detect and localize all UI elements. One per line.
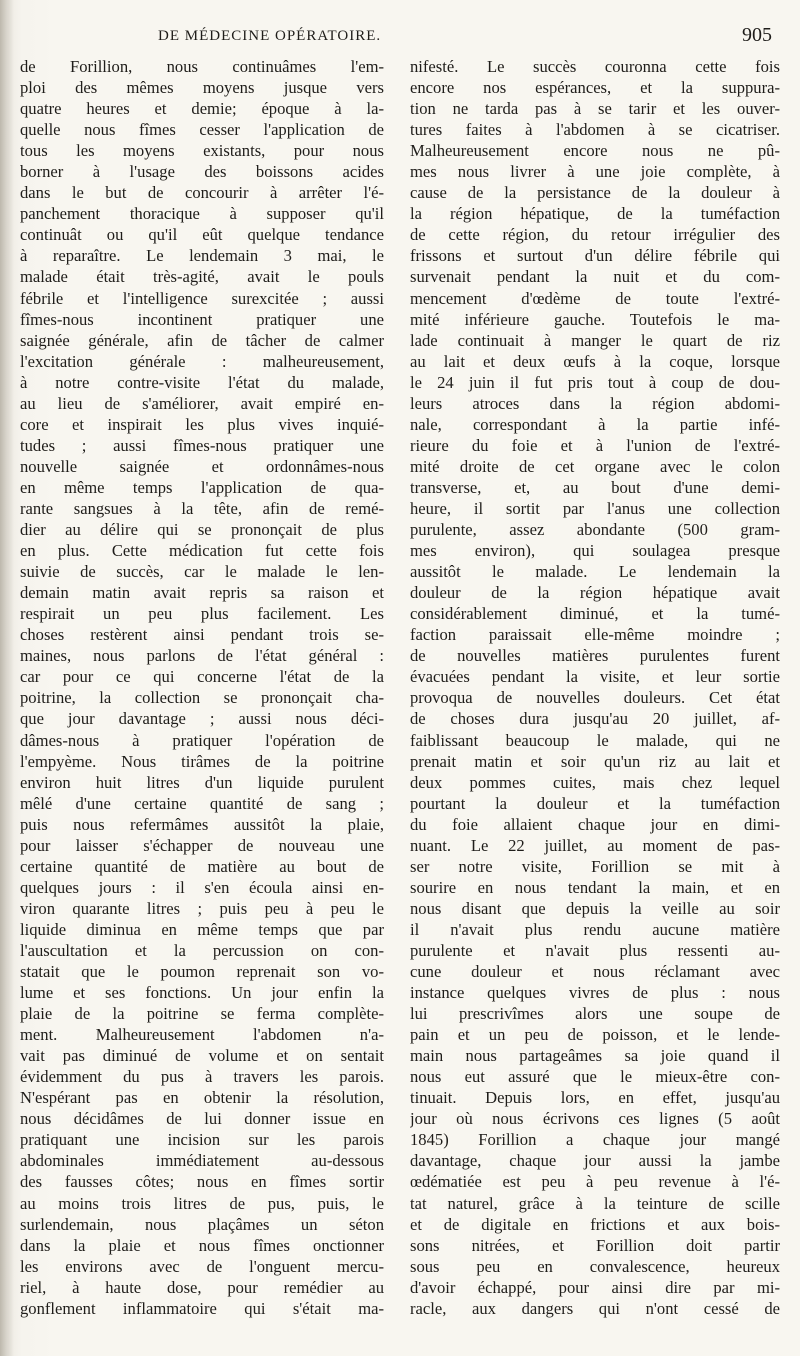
right-column-line: deux pommes cuites, mais chez lequel <box>410 772 780 792</box>
right-column-line: tinuait. Depuis lors, en effet, jusqu'au <box>410 1088 780 1108</box>
right-column-line: faiblissant beaucoup le malade, qui ne <box>410 730 780 750</box>
left-column-line: l'empyème. Nous tirâmes de la poitrine <box>20 751 384 771</box>
left-column-line: nouvelle saignée et ordonnâmes-nous <box>20 456 384 476</box>
left-column-line: borner à l'usage des boissons acides <box>20 162 384 182</box>
right-column-line: et de digitale en frictions et aux bois- <box>410 1214 780 1234</box>
right-column-line: survenait pendant la nuit et du com- <box>410 267 780 287</box>
left-column-line: statait que le poumon reprenait son vo- <box>20 962 384 982</box>
left-column-line: liquide diminua en même temps que par <box>20 919 384 939</box>
right-column-line: au lait et deux œufs à la coque, lorsque <box>410 351 780 371</box>
left-column-line: en plus. Cette médication fut cette fois <box>20 541 384 561</box>
left-column-line: l'excitation générale : malheureusement, <box>20 351 384 371</box>
left-column-line: pratiquant une incision sur les parois <box>20 1130 384 1150</box>
running-head: DE MÉDECINE OPÉRATOIRE. <box>158 28 382 44</box>
left-column-line: des fausses côtes; nous en fîmes sortir <box>20 1172 384 1192</box>
left-column-line: rante sangsues à la tête, afin de remé- <box>20 498 384 518</box>
left-column-line: riel, à haute dose, pour remédier au <box>20 1277 384 1297</box>
left-column-line: N'espérant pas en obtenir la résolution, <box>20 1088 384 1108</box>
left-column-line: au moins trois litres de pus, puis, le <box>20 1193 384 1213</box>
left-column-line: ment. Malheureusement l'abdomen n'a- <box>20 1025 384 1045</box>
right-column-line: de cette région, du retour irrégulier des <box>410 225 780 245</box>
right-column-line: prenait matin et soir qu'un riz au lait et <box>410 751 780 771</box>
left-column-line: suivie de succès, car le malade le len- <box>20 562 384 582</box>
right-column-line: sourire en nous tendant la main, et en <box>410 877 780 897</box>
right-column-line: cune douleur et nous réclamant avec <box>410 962 780 982</box>
right-column-line: sons nitrées, et Forillion doit partir <box>410 1235 780 1255</box>
right-column-line: il n'avait plus rendu aucune matière <box>410 919 780 939</box>
right-text-column <box>410 56 780 1319</box>
binding-gutter-shadow <box>0 0 14 1356</box>
left-column-line: évidemment du pus à travers les parois. <box>20 1067 384 1087</box>
left-column-line: demain matin avait repris sa raison et <box>20 583 384 603</box>
right-column-line: mes environ), qui soulagea presque <box>410 541 780 561</box>
right-column-line: ser notre visite, Forillion se mit à <box>410 856 780 876</box>
left-column-line: lume et ses fonctions. Un jour enfin la <box>20 983 384 1003</box>
right-column-line: tures faites à l'abdomen à se cicatriser. <box>410 120 780 140</box>
left-column-line: l'auscultation et la percussion on con- <box>20 940 384 960</box>
right-column-line: leurs atroces dans la région abdomi- <box>410 393 780 413</box>
right-column-line: frissons et surtout d'un délire fébrile qui <box>410 246 780 266</box>
right-column-line: nuant. Le 22 juillet, au moment de pas- <box>410 835 780 855</box>
left-column-line: dier au délire qui se prononçait de plus <box>20 520 384 540</box>
left-column-line: quatre heures et demie; époque à la- <box>20 99 384 119</box>
left-column-line: continuât ou qu'il eût quelque tendance <box>20 225 384 245</box>
right-column-line: jour où nous écrivons ces lignes (5 août <box>410 1109 780 1129</box>
left-column-line: panchement thoracique à supposer qu'il <box>20 204 384 224</box>
left-column-line: viron quarante litres ; puis peu à peu le <box>20 898 384 918</box>
left-column-line: mêlé d'une certaine quantité de sang ; <box>20 793 384 813</box>
right-column-line: pain et un peu de poisson, et le lende- <box>410 1025 780 1045</box>
right-column-line: nous disant que depuis la veille au soir <box>410 898 780 918</box>
left-column-line: nous décidâmes de lui donner issue en <box>20 1109 384 1129</box>
page-number: 905 <box>742 24 772 46</box>
right-column-line: mencement d'œdème de toute l'extré- <box>410 288 780 308</box>
right-column-line: œdématiée est peu à peu revenue à l'é- <box>410 1172 780 1192</box>
right-column-line: de nouvelles matières purulentes furent <box>410 646 780 666</box>
right-column-line: le 24 juin il fut pris tout à coup de dou- <box>410 372 780 392</box>
right-column-line: mes nous livrer à une joie complète, à <box>410 162 780 182</box>
left-column-line: fîmes-nous incontinent pratiquer une <box>20 309 384 329</box>
right-column-line: la région hépatique, de la tuméfaction <box>410 204 780 224</box>
left-column-line: quelle nous fîmes cesser l'application de <box>20 120 384 140</box>
left-text-column <box>20 56 384 1319</box>
left-column-line: plaie de la poitrine se ferma complète- <box>20 1004 384 1024</box>
right-column-line: tat naturel, grâce à la teinture de scille <box>410 1193 780 1213</box>
left-column-line: à reparaître. Le lendemain 3 mai, le <box>20 246 384 266</box>
right-column-line: heure, il sortit par l'anus une collection <box>410 498 780 518</box>
right-column-line: considérablement diminué, et la tumé- <box>410 604 780 624</box>
left-column-line: malade était très-agité, avait le pouls <box>20 267 384 287</box>
left-column-line: pour laisser s'échapper de nouveau une <box>20 835 384 855</box>
right-column-line: mité droite de cet organe avec le colon <box>410 456 780 476</box>
right-column-line: instance quelques vivres de plus : nous <box>410 983 780 1003</box>
left-column-line: que jour davantage ; aussi nous déci- <box>20 709 384 729</box>
left-column-line: vait pas diminué de volume et on sentait <box>20 1046 384 1066</box>
left-column-line: gonflement inflammatoire qui s'était ma- <box>20 1298 384 1318</box>
right-column-line: purulente, assez abondante (500 gram- <box>410 520 780 540</box>
left-column-line: puis nous refermâmes aussitôt la plaie, <box>20 814 384 834</box>
right-column-line: tion ne tarda pas à se tarir et les ouver- <box>410 99 780 119</box>
left-column-line: les environs avec de l'onguent mercu- <box>20 1256 384 1276</box>
left-column-line: respirait un peu plus facilement. Les <box>20 604 384 624</box>
left-column-line: choses restèrent ainsi pendant trois se- <box>20 625 384 645</box>
right-column-line: nous eut assuré que le mieux-être con- <box>410 1067 780 1087</box>
left-column-line: au lieu de s'améliorer, avait empiré en- <box>20 393 384 413</box>
right-column-line: transverse, et, au bout d'une demi- <box>410 477 780 497</box>
left-column-line: saignée générale, afin de tâcher de calmer <box>20 330 384 350</box>
right-column-line: de choses dura jusqu'au 20 juillet, af- <box>410 709 780 729</box>
left-column-line: de Forillion, nous continuâmes l'em- <box>20 57 384 76</box>
right-column-line: évacuées pendant la visite, et leur sortie <box>410 667 780 687</box>
left-column-line: maines, nous parlons de l'état général : <box>20 646 384 666</box>
left-column-line: abdominales immédiatement au-dessous <box>20 1151 384 1171</box>
left-column-line: ploi des mêmes moyens jusque vers <box>20 78 384 98</box>
right-column-line: d'avoir échappé, pour ainsi dire par mi- <box>410 1277 780 1297</box>
right-column-line: sous peu en convalescence, heureux <box>410 1256 780 1276</box>
left-column-line: dâmes-nous à pratiquer l'opération de <box>20 730 384 750</box>
left-column-line: dans le but de concourir à arrêter l'é- <box>20 183 384 203</box>
right-column-line: davantage, chaque jour aussi la jambe <box>410 1151 780 1171</box>
right-column-line: Malheureusement encore nous ne pû- <box>410 141 780 161</box>
right-column-line: rieure du foie et à l'union de l'extré- <box>410 435 780 455</box>
right-column-line: lade continuait à manger le quart de riz <box>410 330 780 350</box>
right-column-line: faction paraissait elle-même moindre ; <box>410 625 780 645</box>
left-column-line: dans la plaie et nous fîmes onctionner <box>20 1235 384 1255</box>
right-column-line: racle, aux dangers qui n'ont cessé de <box>410 1298 780 1318</box>
right-column-line: mité inférieure gauche. Toutefois le ma- <box>410 309 780 329</box>
right-column-line: douleur de la région hépatique avait <box>410 583 780 603</box>
left-column-line: en même temps l'application de qua- <box>20 477 384 497</box>
right-column-line: aussitôt le malade. Le lendemain la <box>410 562 780 582</box>
right-column-line: purulente et n'avait plus ressenti au- <box>410 940 780 960</box>
right-column-line: nale, correspondant à la partie infé- <box>410 414 780 434</box>
left-column-line: à notre contre-visite l'état du malade, <box>20 372 384 392</box>
left-column-line: poitrine, la collection se prononçait cha- <box>20 688 384 708</box>
left-column-line: core et inspirait les plus vives inquié- <box>20 414 384 434</box>
left-column-line: tudes ; aussi fîmes-nous pratiquer une <box>20 435 384 455</box>
right-column-line: cause de la persistance de la douleur à <box>410 183 780 203</box>
left-column-line: fébrile et l'intelligence surexcitée ; aussi <box>20 288 384 308</box>
right-column-line: 1845) Forillion a chaque jour mangé <box>410 1130 780 1150</box>
left-column-line: car pour ce qui concerne l'état de la <box>20 667 384 687</box>
left-column-line: certaine quantité de matière au bout de <box>20 856 384 876</box>
left-column-line: quelques jours : il s'en écoula ainsi en- <box>20 877 384 897</box>
left-column-line: tous les moyens existants, pour nous <box>20 141 384 161</box>
left-column-line: surlendemain, nous plaçâmes un séton <box>20 1214 384 1234</box>
right-column-line: provoqua de nouvelles douleurs. Cet état <box>410 688 780 708</box>
right-column-line: nifesté. Le succès couronna cette fois <box>410 57 780 76</box>
left-column-line: environ huit litres d'un liquide purulent <box>20 772 384 792</box>
right-column-line: du foie allaient chaque jour en dimi- <box>410 814 780 834</box>
right-column-line: main nous partageâmes sa joie quand il <box>410 1046 780 1066</box>
right-column-line: encore nos espérances, et la suppura- <box>410 78 780 98</box>
right-column-line: pourtant la douleur et la tuméfaction <box>410 793 780 813</box>
right-column-line: lui prescrivîmes alors une soupe de <box>410 1004 780 1024</box>
